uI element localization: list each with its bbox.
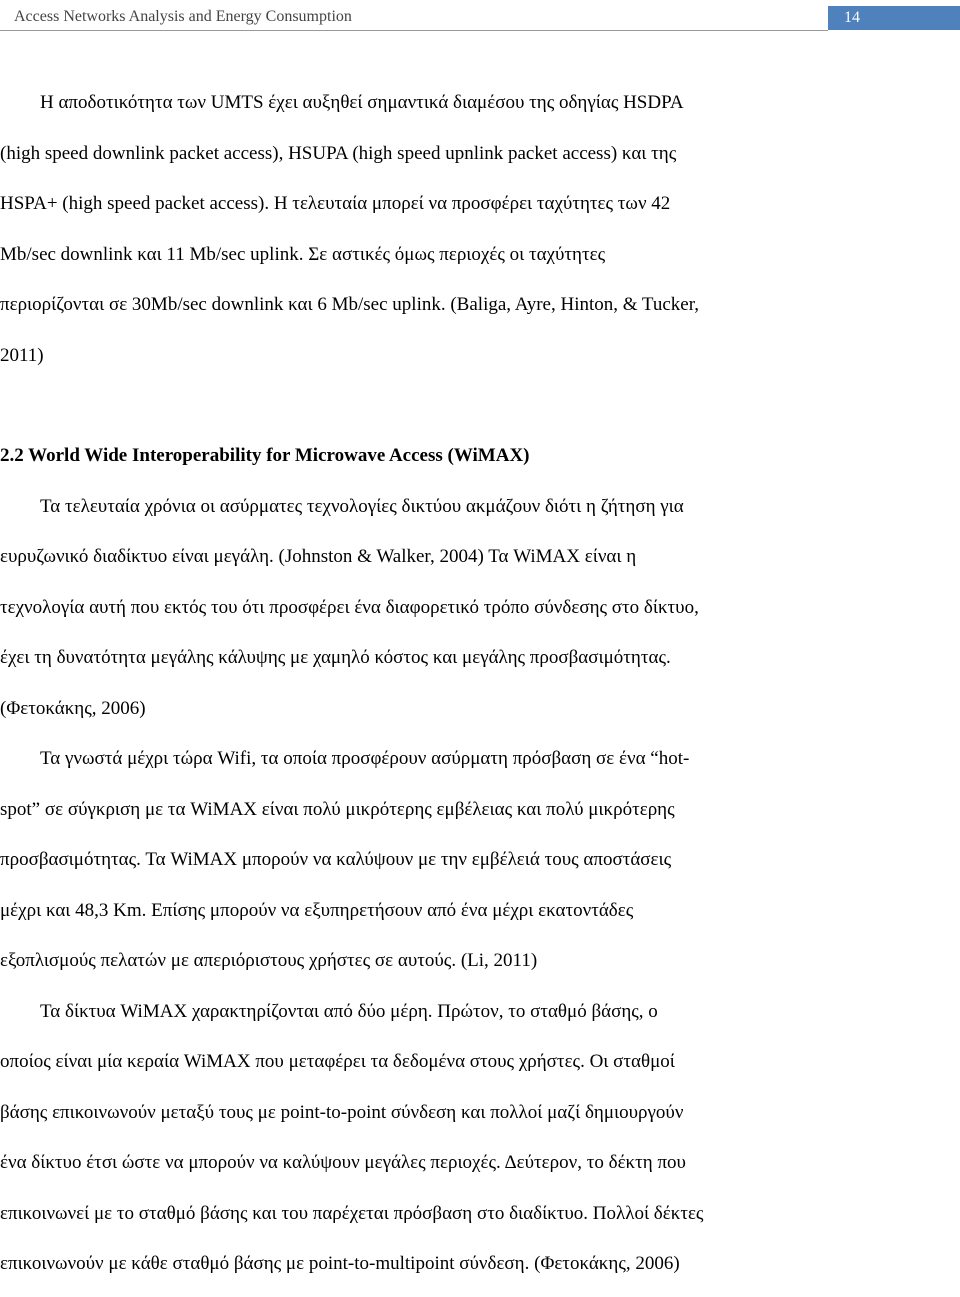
text-line: Τα τελευταία χρόνια οι ασύρματες τεχνολογίες δικτύου ακμάζουν διότι η ζήτηση για [40,495,684,517]
text-line: ευρυζωνικό διαδίκτυο είναι μεγάλη. (Johnston & Walker, 2004) Τα WiMAX είναι η [0,546,637,567]
header-rule [0,30,828,31]
text-line: μέχρι και 48,3 Km. Επίσης μπορούν να εξυπηρετήσουν από ένα μέχρι εκατοντάδες [0,899,634,921]
document-body [0,78,960,1290]
paragraph-wimax-intro [0,482,960,735]
text-line: τεχνολογία αυτή που εκτός του ότι προσφέρει ένα διαφορετικό τρόπο σύνδεσης στο δίκτυο, [0,596,699,618]
text-line: Τα γνωστά μέχρι τώρα Wifi, τα οποία προσφέρουν ασύρματη πρόσβαση σε ένα “hot- [40,748,690,769]
text-line: προσβασιμότητας. Τα WiMAX μπορούν να καλύψουν με την εμβέλειά τους αποστάσεις [0,849,672,870]
text-line: επικοινωνεί με το σταθμό βάσης και του παρέχεται πρόσβαση στο διαδίκτυο. Πολλοί δέκτες [0,1202,704,1224]
text-line: Τα δίκτυα WiMAX χαρακτηρίζονται από δύο μέρη. Πρώτον, το σταθμό βάσης, ο [40,1000,658,1022]
paragraph-wifi-comparison [0,734,960,987]
text-line: (Φετοκάκης, 2006) [0,697,146,719]
text-line: HSPA+ (high speed packet access). Η τελευταία μπορεί να προσφέρει ταχύτητες των 42 [0,193,671,214]
page-number-badge [828,6,960,30]
text-line: εξοπλισμούς πελατών με απεριόριστους χρήστες σε αυτούς. (Li, 2011) [0,950,538,971]
section-heading: 2.2 World Wide Interoperability for Microwave Access (WiMAX) [0,445,530,466]
text-line: έχει τη δυνατότητα μεγάλης κάλυψης με χαμηλό κόστος και μεγάλης προσβασιμότητας. [0,647,671,668]
text-line: (high speed downlink packet access), HSUPA (high speed upnlink packet access) και της [0,142,677,164]
section-spacer [0,381,960,431]
text-line: Η αποδοτικότητα των UMTS έχει αυξηθεί σημαντικά διαμέσου της οδηγίας HSDPA [40,92,684,113]
paragraph-umts [0,78,960,381]
text-line: περιορίζονται σε 30Mb/sec downlink και 6 Mb/sec uplink. (Baliga, Ayre, Hinton, & Tucker, [0,294,700,315]
running-header-title: Access Networks Analysis and Energy Consumption [14,8,352,25]
text-line: επικοινωνούν με κάθε σταθμό βάσης με point-to-multipoint σύνδεση. (Φετοκάκης, 2006) [0,1253,680,1274]
text-line: βάσης επικοινωνούν μεταξύ τους με point-to-point σύνδεση και πολλοί μαζί δημιουργούν [0,1101,684,1123]
text-line: spot” σε σύγκριση με τα WiMAX είναι πολύ μικρότερης εμβέλειας και πολύ μικρότερης [0,798,675,820]
page-header [0,0,960,34]
text-line: οποίος είναι μία κεραία WiMAX που μεταφέρει τα δεδομένα στους χρήστες. Οι σταθμοί [0,1051,675,1072]
text-line: ένα δίκτυο έτσι ώστε να μπορούν να καλύψουν μεγάλες περιοχές. Δεύτερον, το δέκτη που [0,1152,686,1173]
paragraph-wimax-parts [0,987,960,1290]
page-number: 14 [844,9,860,26]
text-line: 2011) [0,344,44,366]
text-line: Mb/sec downlink και 11 Mb/sec uplink. Σε αστικές όμως περιοχές οι ταχύτητες [0,243,606,265]
